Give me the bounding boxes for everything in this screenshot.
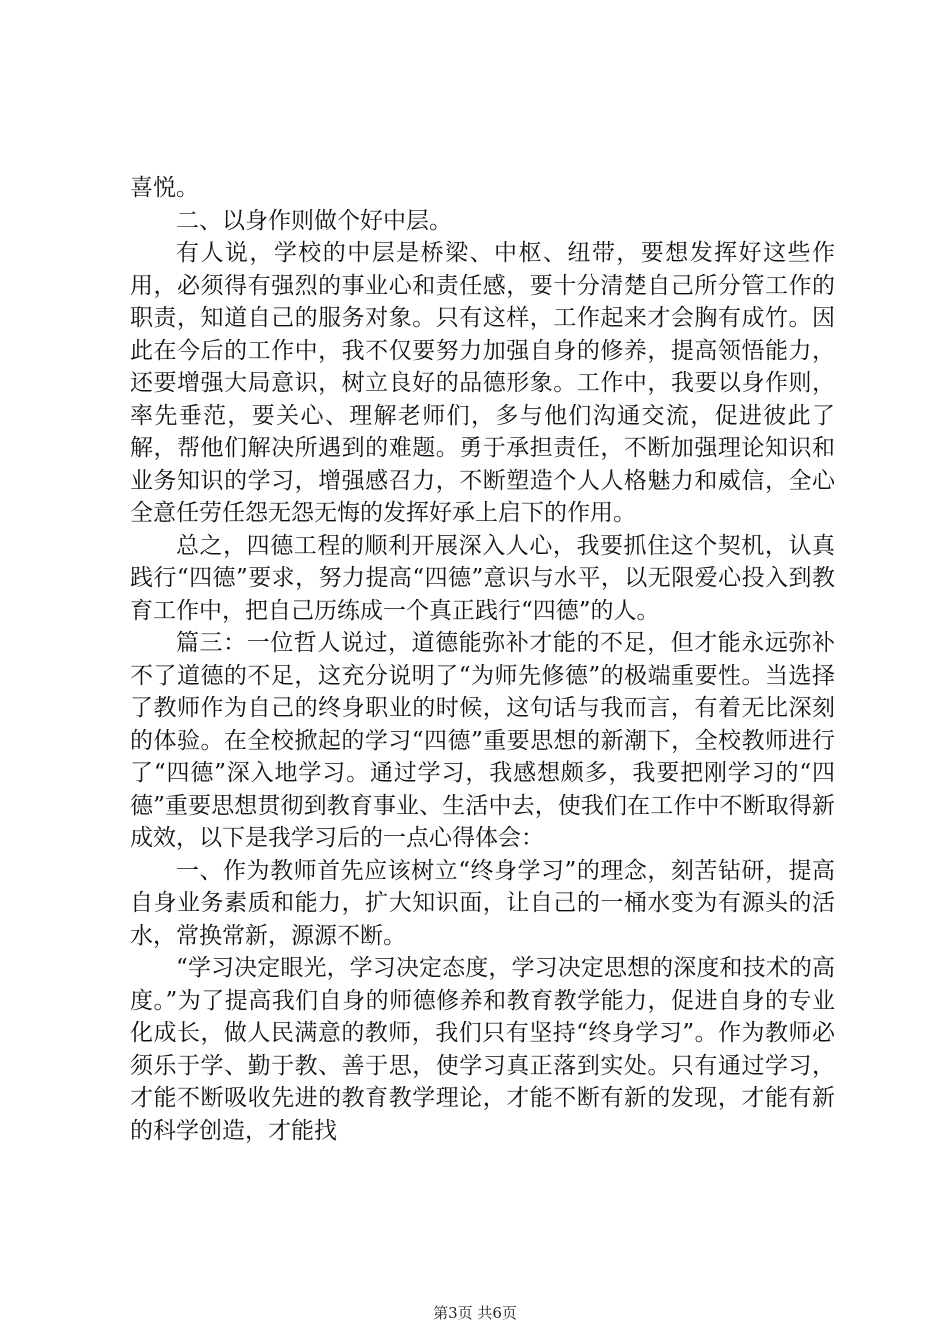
- paragraph-4: 总之，四德工程的顺利开展深入人心，我要抓住这个契机，认真践行“四德”要求，努力提高“四德”意识与水平，以无限爱心投入到教育工作中，把自己历练成一个真正践行“四德”的人。: [130, 532, 835, 624]
- paragraph-1: 喜悦。: [130, 175, 199, 201]
- paragraph-6: 一、作为教师首先应该树立“终身学习”的理念，刻苦钻研，提高自身业务素质和能力，扩大知识面，让自己的一桶水变为有源头的活水，常换常新，源源不断。: [130, 857, 835, 949]
- document-body: [130, 172, 835, 1147]
- page-footer: 第3页 共6页: [433, 1304, 517, 1322]
- paragraph-2: 二、以身作则做个好中层。: [176, 207, 452, 234]
- paragraph-5: 篇三：一位哲人说过，道德能弥补才能的不足，但才能永远弥补不了道德的不足，这充分说明了“为师先修德”的极端重要性。当选择了教师作为自己的终身职业的时候，这句话与我而言，有着无比深刻的体验。在全校掀起的学习“四德”重要思想的新潮下，全校教师进行了“四德”深入地学习。通过学习，我感想颇多，我要把刚学习的“四德”重要思想贯彻到教育事业、生活中去，使我们在工作中不断取得新成效，以下是我学习后的一点心得体会：: [130, 630, 835, 851]
- paragraph-3: 有人说，学校的中层是桥梁、中枢、纽带，要想发挥好这些作用，必须得有强烈的事业心和责任感，要十分清楚自己所分管工作的职责，知道自己的服务对象。只有这样，工作起来才会胸有成竹。因此在今后的工作中，我不仅要努力加强自身的修养，提高领悟能力，还要增强大局意识，树立良好的品德形象。工作中，我要以身作则，率先垂范，要关心、理解老师们，多与他们沟通交流，促进彼此了解，帮他们解决所遇到的难题。勇于承担责任，不断加强理论知识和业务知识的学习，增强感召力，不断塑造个人人格魅力和威信，全心全意任劳任怨无怨无悔的发挥好承上启下的作用。: [130, 240, 835, 526]
- paragraph-7: “学习决定眼光，学习决定态度，学习决定思想的深度和技术的高度。”为了提高我们自身的师德修养和教育教学能力，促进自身的专业化成长，做人民满意的教师，我们只有坚持“终身学习”。作为教师必须乐于学、勤于教、善于思，使学习真正落到实处。只有通过学习，才能不断吸收先进的教育教学理论，才能不断有新的发现，才能有新的科学创造，才能找: [130, 955, 835, 1144]
